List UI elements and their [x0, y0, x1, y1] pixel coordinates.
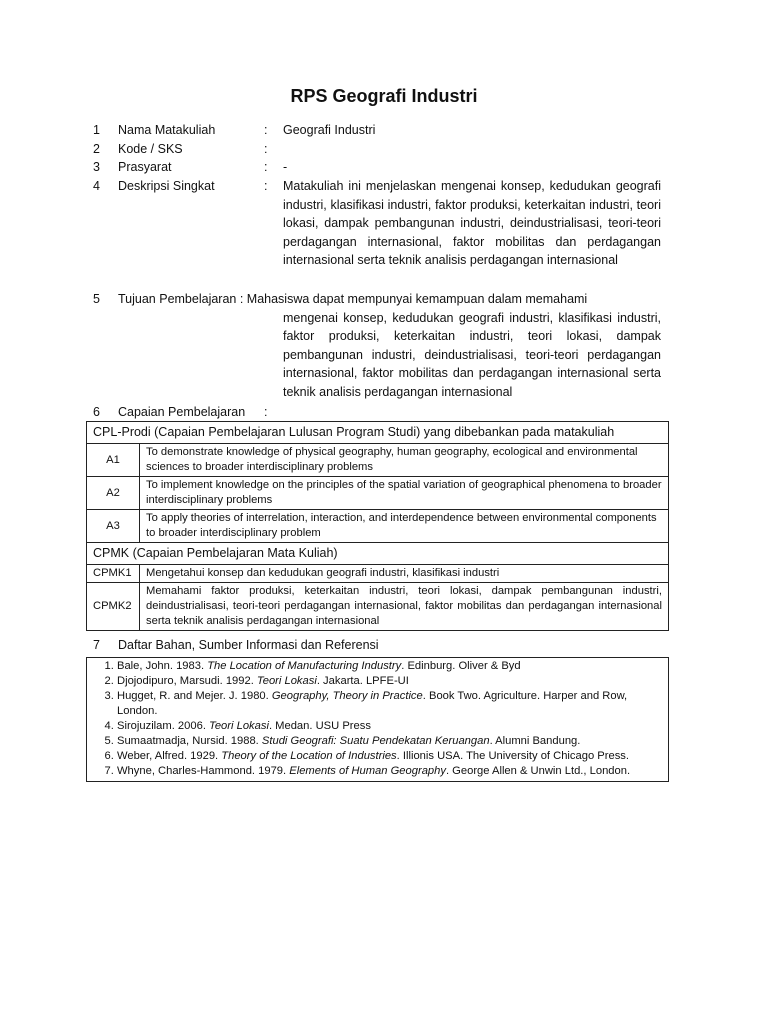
ref-author: Weber, Alfred. 1929.: [117, 750, 222, 762]
ref-author: Sirojuzilam. 2006.: [117, 720, 210, 732]
section-title: Daftar Bahan, Sumber Informasi dan Referensi: [118, 638, 379, 652]
ref-author: Whyne, Charles-Hammond. 1979.: [117, 765, 290, 777]
item-colon: :: [264, 123, 268, 137]
ref-author: Djojodipuro, Marsudi. 1992.: [117, 675, 257, 687]
ref-publisher: . Alumni Bandung.: [489, 735, 581, 747]
ref-title: The Location of Manufacturing Industry: [207, 660, 402, 672]
cpl-code: A3: [87, 510, 140, 543]
item-label: Nama Matakuliah: [118, 123, 216, 137]
item-label: Prasyarat: [118, 160, 172, 174]
section-number: 7: [93, 638, 100, 652]
item-label-line: Tujuan Pembelajaran : Mahasiswa dapat mempunyai kemampuan dalam memahami: [118, 292, 588, 306]
item-number: 1: [93, 123, 100, 137]
cpl-text: To apply theories of interrelation, interaction, and interdependence between environmental components to broader interdisciplinary problem: [140, 510, 669, 543]
list-item: [117, 659, 668, 674]
item-label: Kode / SKS: [118, 141, 183, 156]
item-colon: :: [264, 405, 268, 419]
ref-publisher: . Book Two. Agriculture. Harper and Row, London.: [117, 690, 628, 717]
list-item: [117, 719, 668, 734]
ref-author: Hugget, R. and Mejer. J. 1980.: [117, 690, 272, 702]
ref-title: Studi Geografi: Suatu Pendekatan Keruangan: [261, 735, 490, 747]
item-colon: :: [264, 141, 268, 156]
cpl-code: A2: [87, 477, 140, 510]
item-number: 6: [93, 405, 100, 419]
list-item: [117, 734, 668, 749]
cpmk-code: CPMK2: [87, 583, 140, 631]
cpl-code: A1: [87, 444, 140, 477]
item-colon: :: [264, 160, 268, 174]
table-row: [87, 444, 669, 477]
cpl-text: To demonstrate knowledge of physical geography, human geography, ecological and environmental sciences to broader interdisciplinary problems: [140, 444, 669, 477]
cpl-text: To implement knowledge on the principles of the spatial variation of geographical phenomena to broader interdisciplinary problems: [140, 477, 669, 510]
item-value: mengenai konsep, kedudukan geografi industri, klasifikasi industri, faktor produksi, keterkaitan industri, teori lokasi, dampak pembangunan industri, deindustrialisasi, teori-teori perdagangan internasional, faktor mobilitas dan perdagangan internasional serta teknik analisis perdagangan internasional: [283, 310, 661, 399]
cpl-header-row: [87, 422, 669, 444]
cpmk-text: Mengetahui konsep dan kedudukan geografi industri, klasifikasi industri: [140, 565, 669, 583]
references-box: [86, 657, 669, 782]
table-row: [87, 477, 669, 510]
ref-title: Elements of Human Geography: [289, 765, 446, 777]
ref-title: Teori Lokasi: [209, 720, 269, 732]
cpl-header: CPL-Prodi (Capaian Pembelajaran Lulusan Program Studi) yang dibebankan pada matakuliah: [87, 422, 669, 444]
table-row: [87, 583, 669, 631]
item-colon: :: [264, 179, 268, 193]
cpmk-header: CPMK (Capaian Pembelajaran Mata Kuliah): [87, 543, 669, 565]
ref-publisher: . Jakarta. LPFE-UI: [316, 675, 409, 687]
ref-title: Geography, Theory in Practice: [271, 690, 423, 702]
ref-author: Bale, John. 1983.: [117, 660, 208, 672]
list-item: [117, 764, 668, 779]
item-number: 3: [93, 160, 100, 174]
ref-author: Sumaatmadja, Nursid. 1988.: [117, 735, 262, 747]
item-value: Geografi Industri: [283, 123, 376, 137]
cpmk-header-row: [87, 543, 669, 565]
item-label: Deskripsi Singkat: [118, 179, 215, 193]
table-row: [87, 510, 669, 543]
cpmk-code: CPMK1: [87, 565, 140, 583]
item-number: 5: [93, 292, 100, 306]
ref-title: Theory of the Location of Industries: [221, 750, 397, 762]
ref-publisher: . Illionis USA. The University of Chicago Press.: [396, 750, 629, 762]
ref-publisher: . Medan. USU Press: [268, 720, 371, 732]
cpmk-text: Memahami faktor produksi, keterkaitan industri, teori lokasi, dampak pembangunan industri, deindustrialisasi, teori-teori perdagangan internasional, faktor mobilitas dan perdagangan internasional serta teknik analisis perdagangan internasional: [140, 583, 669, 631]
learning-outcomes-table: [86, 421, 669, 631]
list-item: [117, 689, 668, 719]
table-row: [87, 565, 669, 583]
item-value: Matakuliah ini menjelaskan mengenai konsep, kedudukan geografi industri, klasifikasi industri, faktor produksi, keterkaitan industri, teori lokasi, dampak pembangunan industri, deindustrialisasi, teori-teori perdagangan internasional, faktor mobilitas dan perdagangan internasional serta teknik analisis perdagangan internasional: [283, 179, 661, 267]
item-number: 4: [93, 179, 100, 193]
document-title: RPS Geografi Industri: [290, 86, 478, 106]
ref-publisher: . George Allen & Unwin Ltd., London.: [445, 765, 631, 777]
ref-title: Teori Lokasi: [256, 675, 317, 687]
list-item: [117, 749, 668, 764]
reference-list: [87, 659, 668, 779]
list-item: [117, 674, 668, 689]
ref-publisher: . Edinburg. Oliver & Byd: [401, 660, 521, 672]
item-label: Capaian Pembelajaran: [118, 405, 246, 419]
item-number: 2: [93, 141, 100, 156]
item-value: -: [283, 160, 288, 174]
